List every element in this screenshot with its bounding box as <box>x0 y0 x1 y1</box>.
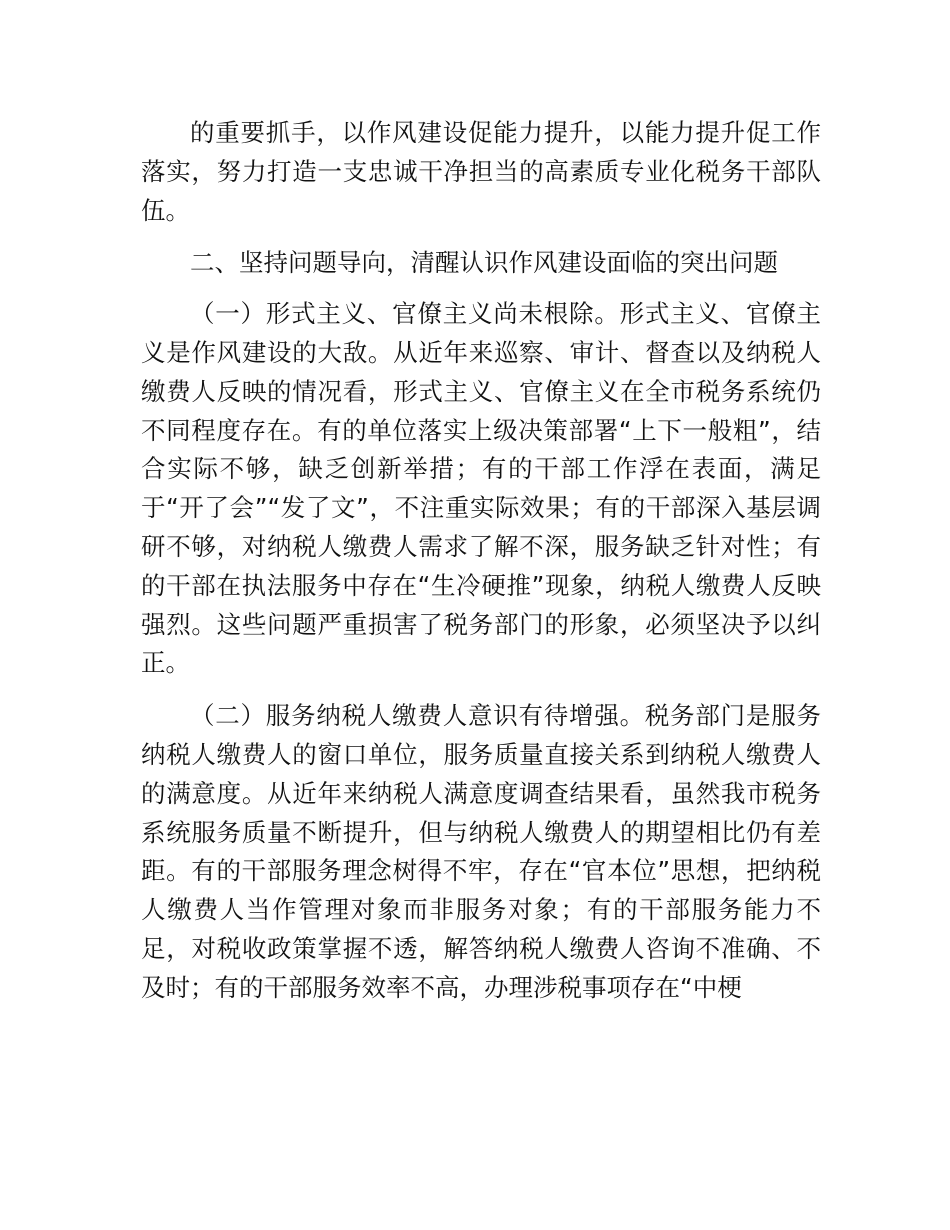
paragraph-continuation: 的重要抓手，以作风建设促能力提升，以能力提升促工作落实，努力打造一支忠诚干净担当的高素质专业化税务干部队伍。 <box>141 118 821 225</box>
section-heading: 二、坚持问题导向，清醒认识作风建设面临的突出问题 <box>190 248 778 278</box>
document-body <box>141 114 821 1008</box>
paragraph-service-awareness: （二）服务纳税人缴费人意识有待增强。税务部门是服务纳税人缴费人的窗口单位，服务质量直接关系到纳税人缴费人的满意度。从近年来纳税人满意度调查结果看，虽然我市税务系统服务质量不断提升，但与纳税人缴费人的期望相比仍有差距。有的干部服务理念树得不牢，存在“官本位”思想，把纳税人缴费人当作管理对象而非服务对象；有的干部服务能力不足，对税收政策掌握不透，解答纳税人缴费人咨询不准确、不及时；有的干部服务效率不高，办理涉税事项存在“中梗 <box>141 701 821 1002</box>
paragraph-formalism: （一）形式主义、官僚主义尚未根除。形式主义、官僚主义是作风建设的大敌。从近年来巡察、审计、督查以及纳税人缴费人反映的情况看，形式主义、官僚主义在全市税务系统仍不同程度存在。有的单位落实上级决策部署“上下一般粗”，结合实际不够，缺乏创新举措；有的干部工作浮在表面，满足于“开了会”“发了文”，不注重实际效果；有的干部深入基层调研不够，对纳税人缴费人需求了解不深，服务缺乏针对性；有的干部在执法服务中存在“生冷硬推”现象，纳税人缴费人反映强烈。这些问题严重损害了税务部门的形象，必须坚决予以纠正。 <box>141 299 821 678</box>
